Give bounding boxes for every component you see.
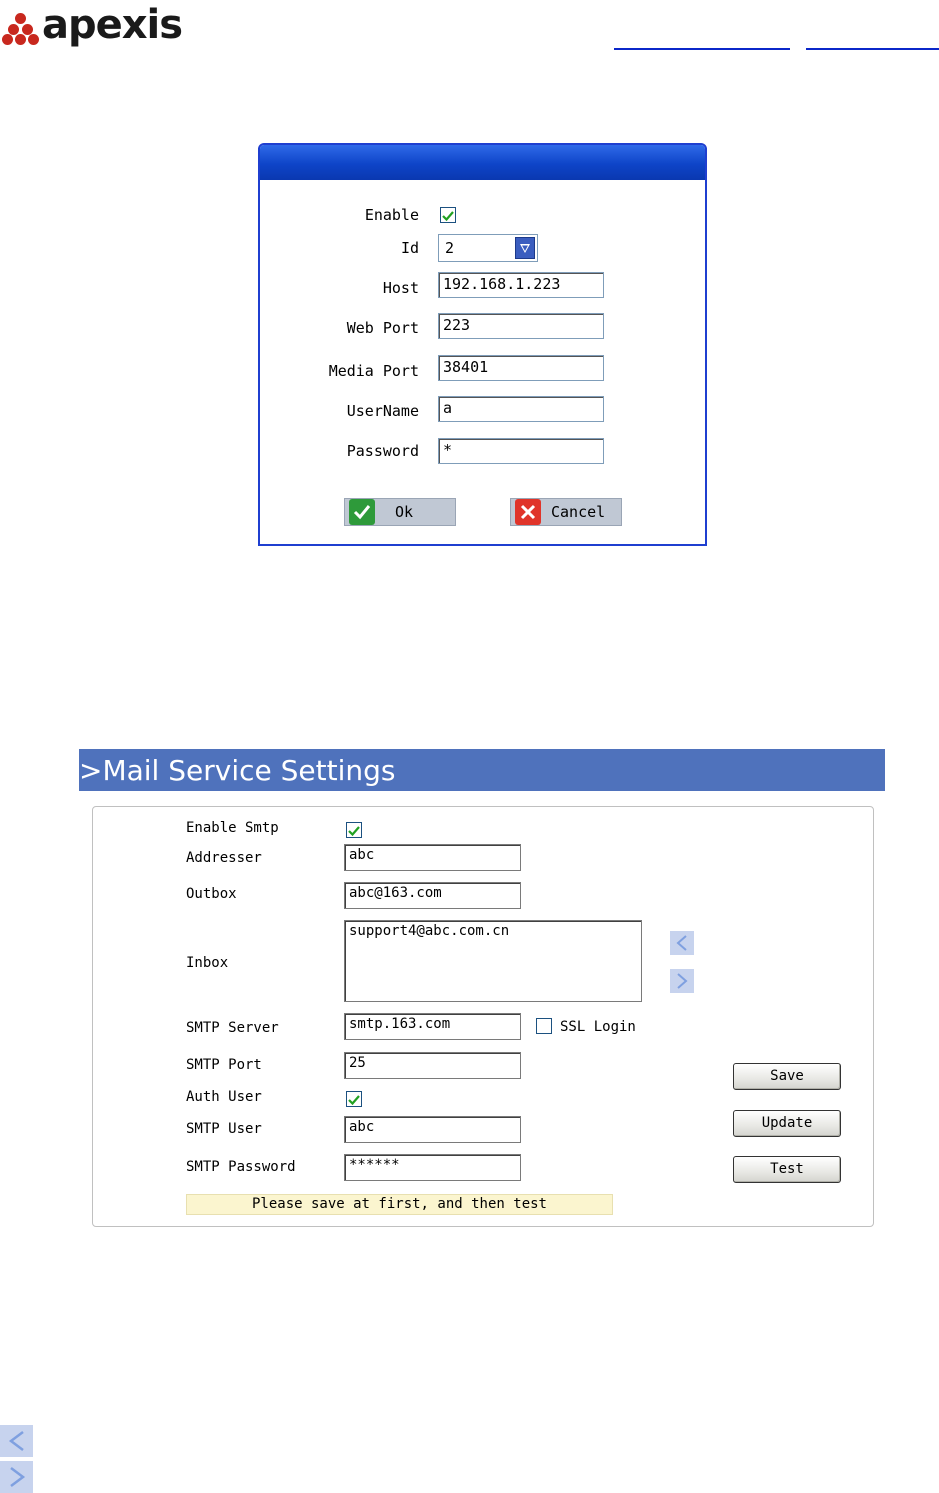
dialog-title-bar (260, 145, 705, 180)
host-label: Host (382, 279, 419, 297)
smtp-server-input[interactable]: smtp.163.com (344, 1013, 521, 1040)
ok-button-label: Ok (395, 503, 414, 521)
web-port-label: Web Port (346, 319, 419, 337)
cancel-button-label: Cancel (551, 503, 606, 521)
chevron-down-icon[interactable] (515, 237, 535, 259)
username-label: UserName (346, 402, 419, 420)
chevron-right-icon (673, 972, 691, 990)
addresser-input[interactable]: abc (344, 844, 521, 871)
check-icon (347, 824, 361, 838)
smtp-port-label: SMTP Port (186, 1057, 262, 1073)
addresser-label: Addresser (186, 850, 262, 866)
check-icon (347, 1093, 361, 1107)
previous-page-button[interactable] (0, 1425, 33, 1457)
chevron-left-icon (673, 934, 691, 952)
media-port-label: Media Port (328, 362, 419, 380)
outbox-label: Outbox (186, 886, 237, 902)
mail-settings-title: >Mail Service Settings (79, 749, 885, 791)
enable-smtp-label: Enable Smtp (186, 820, 279, 836)
enable-label: Enable (364, 206, 419, 224)
cancel-button[interactable] (510, 498, 622, 526)
ok-check-icon (349, 499, 375, 525)
device-settings-dialog (258, 143, 707, 546)
logo-mark-icon (2, 5, 40, 45)
media-port-input[interactable]: 38401 (438, 355, 604, 381)
username-input[interactable]: a (438, 396, 604, 422)
outbox-input[interactable]: abc@163.com (344, 882, 521, 909)
chevron-right-icon (5, 1465, 29, 1489)
id-select-value: 2 (445, 239, 455, 257)
ssl-login-checkbox[interactable] (536, 1018, 552, 1034)
smtp-password-input[interactable]: ****** (344, 1154, 521, 1181)
logo-text: apexis (42, 2, 183, 48)
inbox-add-button[interactable] (670, 931, 694, 955)
test-button[interactable]: Test (733, 1156, 841, 1183)
apexis-logo (2, 2, 182, 48)
save-notice: Please save at first, and then test (186, 1194, 613, 1215)
password-input[interactable]: * (438, 438, 604, 464)
id-label: Id (400, 239, 419, 257)
inbox-remove-button[interactable] (670, 969, 694, 993)
id-select[interactable] (438, 234, 538, 262)
ssl-login-label: SSL Login (560, 1019, 636, 1035)
check-icon (441, 209, 455, 223)
smtp-server-label: SMTP Server (186, 1020, 279, 1036)
smtp-user-input[interactable]: abc (344, 1116, 521, 1143)
smtp-user-label: SMTP User (186, 1121, 262, 1137)
web-port-input[interactable]: 223 (438, 313, 604, 339)
update-button[interactable]: Update (733, 1110, 841, 1137)
chevron-left-icon (5, 1429, 29, 1453)
save-button[interactable]: Save (733, 1063, 841, 1090)
smtp-port-input[interactable]: 25 (344, 1052, 521, 1079)
auth-user-label: Auth User (186, 1089, 262, 1105)
next-page-button[interactable] (0, 1461, 33, 1493)
cancel-x-icon (515, 499, 541, 525)
header-link-underline[interactable] (806, 48, 939, 50)
host-input[interactable]: 192.168.1.223 (438, 272, 604, 298)
ok-button[interactable] (344, 498, 456, 526)
inbox-textarea[interactable]: support4@abc.com.cn (344, 920, 642, 1002)
enable-checkbox[interactable] (440, 207, 456, 223)
inbox-label: Inbox (186, 955, 229, 971)
auth-user-checkbox[interactable] (346, 1091, 362, 1107)
smtp-password-label: SMTP Password (186, 1159, 296, 1175)
enable-smtp-checkbox[interactable] (346, 822, 362, 838)
header-link-underline[interactable] (614, 48, 790, 50)
password-label: Password (346, 442, 419, 460)
